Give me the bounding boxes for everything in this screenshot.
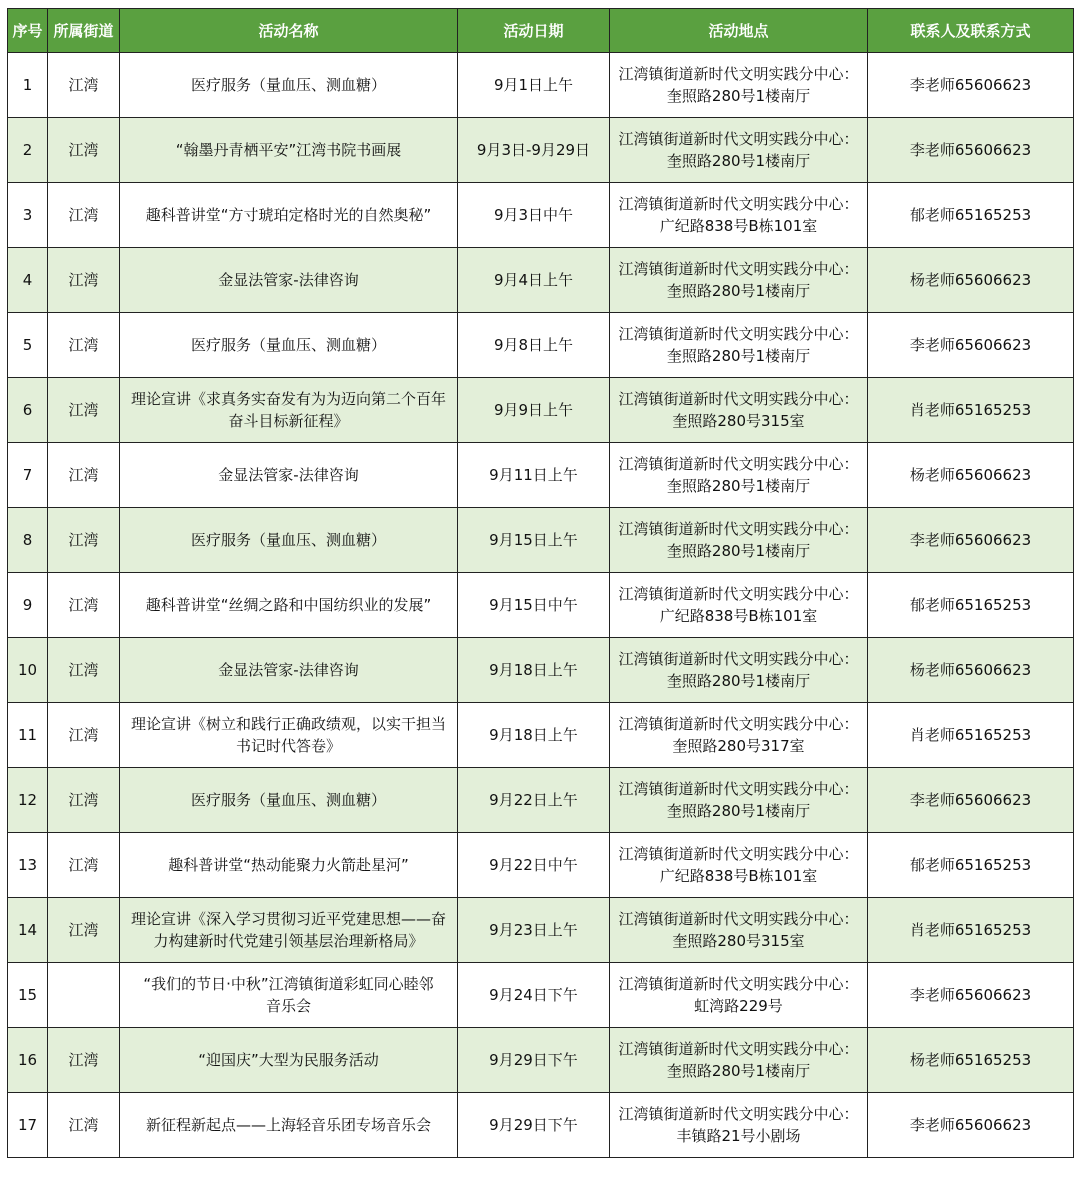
cell-activity-name-line: 医疗服务（量血压、测血糖） — [190, 531, 386, 549]
cell-location-line: 江湾镇街道新时代文明实践分中心： — [618, 520, 859, 538]
table-row — [8, 118, 1074, 183]
cell-street: 江湾 — [48, 1028, 120, 1093]
header-contact: 联系人及联系方式 — [868, 9, 1074, 53]
activity-table — [7, 8, 1074, 1158]
cell-contact: 李老师65606623 — [868, 508, 1074, 573]
cell-contact: 李老师65606623 — [868, 963, 1074, 1028]
cell-location — [610, 1093, 868, 1158]
cell-location — [610, 768, 868, 833]
cell-activity-name — [120, 703, 458, 768]
cell-location-line: 丰镇路21号小剧场 — [676, 1127, 801, 1145]
cell-activity-name-line: 力构建新时代党建引领基层治理新格局》 — [153, 932, 424, 950]
cell-street: 江湾 — [48, 898, 120, 963]
cell-location-line: 江湾镇街道新时代文明实践分中心： — [618, 130, 859, 148]
table-row — [8, 638, 1074, 703]
cell-no: 3 — [8, 183, 48, 248]
cell-activity-name — [120, 1028, 458, 1093]
cell-activity-name-line: 金显法管家-法律咨询 — [218, 271, 359, 289]
cell-location-line: 奎照路280号1楼南厅 — [666, 152, 811, 170]
cell-date: 9月22日中午 — [458, 833, 610, 898]
cell-contact: 肖老师65165253 — [868, 703, 1074, 768]
cell-location — [610, 833, 868, 898]
cell-location — [610, 573, 868, 638]
cell-location-line: 奎照路280号1楼南厅 — [666, 802, 811, 820]
cell-location — [610, 378, 868, 443]
cell-contact: 杨老师65606623 — [868, 443, 1074, 508]
cell-no: 10 — [8, 638, 48, 703]
cell-location-line: 奎照路280号1楼南厅 — [666, 282, 811, 300]
cell-location-line: 虹湾路229号 — [694, 997, 783, 1015]
table-row — [8, 1093, 1074, 1158]
table-row — [8, 703, 1074, 768]
cell-contact: 郁老师65165253 — [868, 183, 1074, 248]
cell-activity-name-line: 趣科普讲堂“方寸琥珀定格时光的自然奥秘” — [145, 206, 432, 224]
table-row — [8, 508, 1074, 573]
cell-street: 江湾 — [48, 508, 120, 573]
cell-contact: 杨老师65606623 — [868, 248, 1074, 313]
header-location: 活动地点 — [610, 9, 868, 53]
header-no: 序号 — [8, 9, 48, 53]
cell-location-line: 江湾镇街道新时代文明实践分中心： — [618, 455, 859, 473]
cell-activity-name — [120, 183, 458, 248]
cell-activity-name-line: 书记时代答卷》 — [235, 737, 341, 755]
cell-location-line: 江湾镇街道新时代文明实践分中心： — [618, 585, 859, 603]
cell-location-line: 江湾镇街道新时代文明实践分中心： — [618, 975, 859, 993]
cell-location-line: 江湾镇街道新时代文明实践分中心： — [618, 260, 859, 278]
cell-location-line: 奎照路280号317室 — [672, 737, 805, 755]
cell-activity-name — [120, 898, 458, 963]
cell-street: 江湾 — [48, 703, 120, 768]
cell-no: 4 — [8, 248, 48, 313]
cell-activity-name-line: 趣科普讲堂“丝绸之路和中国纺织业的发展” — [145, 596, 432, 614]
cell-location-line: 江湾镇街道新时代文明实践分中心： — [618, 715, 859, 733]
cell-contact: 肖老师65165253 — [868, 898, 1074, 963]
cell-date: 9月4日上午 — [458, 248, 610, 313]
cell-activity-name — [120, 1093, 458, 1158]
cell-street: 江湾 — [48, 1093, 120, 1158]
header-activity-name: 活动名称 — [120, 9, 458, 53]
cell-location-line: 广纪路838号B栋101室 — [659, 217, 818, 235]
table-row — [8, 378, 1074, 443]
cell-date: 9月8日上午 — [458, 313, 610, 378]
cell-street: 江湾 — [48, 378, 120, 443]
cell-date: 9月3日中午 — [458, 183, 610, 248]
cell-no: 17 — [8, 1093, 48, 1158]
cell-contact: 郁老师65165253 — [868, 833, 1074, 898]
cell-location-line: 奎照路280号1楼南厅 — [666, 542, 811, 560]
cell-activity-name-line: 理论宣讲《求真务实奋发有为为迈向第二个百年 — [130, 390, 446, 408]
cell-location-line: 奎照路280号315室 — [672, 412, 805, 430]
cell-activity-name — [120, 118, 458, 183]
table-body — [8, 53, 1074, 1158]
cell-location — [610, 1028, 868, 1093]
cell-no: 11 — [8, 703, 48, 768]
cell-activity-name-line: 医疗服务（量血压、测血糖） — [190, 791, 386, 809]
cell-date: 9月15日上午 — [458, 508, 610, 573]
cell-contact: 肖老师65165253 — [868, 378, 1074, 443]
cell-activity-name — [120, 833, 458, 898]
table-row — [8, 768, 1074, 833]
cell-no: 14 — [8, 898, 48, 963]
cell-contact: 李老师65606623 — [868, 118, 1074, 183]
cell-street: 江湾 — [48, 638, 120, 703]
cell-location — [610, 508, 868, 573]
cell-location — [610, 118, 868, 183]
cell-street: 江湾 — [48, 118, 120, 183]
cell-activity-name — [120, 443, 458, 508]
cell-location — [610, 963, 868, 1028]
table-row — [8, 1028, 1074, 1093]
cell-location-line: 江湾镇街道新时代文明实践分中心： — [618, 1105, 859, 1123]
cell-date: 9月24日下午 — [458, 963, 610, 1028]
cell-contact: 郁老师65165253 — [868, 573, 1074, 638]
table-row — [8, 443, 1074, 508]
cell-activity-name-line: 医疗服务（量血压、测血糖） — [190, 76, 386, 94]
cell-street: 江湾 — [48, 53, 120, 118]
cell-location — [610, 638, 868, 703]
cell-date: 9月18日上午 — [458, 703, 610, 768]
cell-activity-name — [120, 248, 458, 313]
cell-location-line: 奎照路280号1楼南厅 — [666, 477, 811, 495]
cell-activity-name — [120, 378, 458, 443]
cell-street: 江湾 — [48, 443, 120, 508]
table-row — [8, 53, 1074, 118]
cell-location — [610, 183, 868, 248]
cell-location — [610, 248, 868, 313]
cell-contact: 李老师65606623 — [868, 313, 1074, 378]
cell-no: 13 — [8, 833, 48, 898]
cell-location — [610, 443, 868, 508]
table-row — [8, 573, 1074, 638]
cell-no: 15 — [8, 963, 48, 1028]
cell-no: 9 — [8, 573, 48, 638]
cell-location-line: 江湾镇街道新时代文明实践分中心： — [618, 650, 859, 668]
cell-no: 6 — [8, 378, 48, 443]
cell-no: 16 — [8, 1028, 48, 1093]
cell-activity-name — [120, 638, 458, 703]
cell-location-line: 奎照路280号1楼南厅 — [666, 87, 811, 105]
cell-location-line: 奎照路280号1楼南厅 — [666, 672, 811, 690]
cell-no: 1 — [8, 53, 48, 118]
cell-date: 9月23日上午 — [458, 898, 610, 963]
cell-location-line: 江湾镇街道新时代文明实践分中心： — [618, 195, 859, 213]
cell-location-line: 奎照路280号1楼南厅 — [666, 1062, 811, 1080]
cell-contact: 杨老师65165253 — [868, 1028, 1074, 1093]
cell-activity-name-line: “我们的节日·中秋”江湾镇街道彩虹同心睦邻 — [143, 975, 434, 993]
cell-street: 江湾 — [48, 248, 120, 313]
cell-location-line: 江湾镇街道新时代文明实践分中心： — [618, 1040, 859, 1058]
table-row — [8, 963, 1074, 1028]
cell-date: 9月1日上午 — [458, 53, 610, 118]
cell-date: 9月9日上午 — [458, 378, 610, 443]
cell-activity-name — [120, 573, 458, 638]
table-row — [8, 833, 1074, 898]
cell-activity-name-line: 医疗服务（量血压、测血糖） — [190, 336, 386, 354]
cell-no: 5 — [8, 313, 48, 378]
cell-contact: 李老师65606623 — [868, 768, 1074, 833]
cell-activity-name-line: 新征程新起点——上海轻音乐团专场音乐会 — [145, 1116, 431, 1134]
header-date: 活动日期 — [458, 9, 610, 53]
cell-street: 江湾 — [48, 833, 120, 898]
cell-activity-name-line: 音乐会 — [265, 997, 311, 1015]
cell-location — [610, 313, 868, 378]
header-street: 所属街道 — [48, 9, 120, 53]
cell-street: 江湾 — [48, 313, 120, 378]
table-row — [8, 183, 1074, 248]
cell-no: 12 — [8, 768, 48, 833]
cell-location-line: 广纪路838号B栋101室 — [659, 867, 818, 885]
cell-location-line: 江湾镇街道新时代文明实践分中心： — [618, 845, 859, 863]
cell-location-line: 江湾镇街道新时代文明实践分中心： — [618, 780, 859, 798]
cell-contact: 杨老师65606623 — [868, 638, 1074, 703]
cell-location-line: 江湾镇街道新时代文明实践分中心： — [618, 390, 859, 408]
cell-activity-name-line: 理论宣讲《树立和践行正确政绩观，以实干担当 — [130, 715, 446, 733]
cell-street: 江湾 — [48, 768, 120, 833]
cell-activity-name-line: “翰墨丹青栖平安”江湾书院书画展 — [175, 141, 402, 159]
cell-location-line: 广纪路838号B栋101室 — [659, 607, 818, 625]
cell-no: 7 — [8, 443, 48, 508]
cell-street — [48, 963, 120, 1028]
cell-date: 9月3日-9月29日 — [458, 118, 610, 183]
cell-location — [610, 703, 868, 768]
activity-schedule — [7, 8, 1073, 1158]
cell-activity-name-line: “迎国庆”大型为民服务活动 — [198, 1051, 379, 1069]
cell-location-line: 江湾镇街道新时代文明实践分中心： — [618, 325, 859, 343]
cell-location-line: 奎照路280号315室 — [672, 932, 805, 950]
cell-no: 8 — [8, 508, 48, 573]
cell-contact: 李老师65606623 — [868, 1093, 1074, 1158]
cell-no: 2 — [8, 118, 48, 183]
cell-street: 江湾 — [48, 183, 120, 248]
cell-activity-name-line: 奋斗目标新征程》 — [228, 412, 349, 430]
cell-activity-name — [120, 313, 458, 378]
cell-date: 9月15日中午 — [458, 573, 610, 638]
cell-location — [610, 53, 868, 118]
table-row — [8, 313, 1074, 378]
cell-date: 9月29日下午 — [458, 1028, 610, 1093]
cell-location-line: 奎照路280号1楼南厅 — [666, 347, 811, 365]
cell-date: 9月29日下午 — [458, 1093, 610, 1158]
cell-activity-name-line: 金显法管家-法律咨询 — [218, 466, 359, 484]
cell-date: 9月11日上午 — [458, 443, 610, 508]
cell-activity-name — [120, 768, 458, 833]
table-header-row — [8, 9, 1074, 53]
cell-date: 9月18日上午 — [458, 638, 610, 703]
cell-activity-name — [120, 53, 458, 118]
cell-location — [610, 898, 868, 963]
table-row — [8, 248, 1074, 313]
cell-location-line: 江湾镇街道新时代文明实践分中心： — [618, 65, 859, 83]
cell-activity-name — [120, 963, 458, 1028]
cell-contact: 李老师65606623 — [868, 53, 1074, 118]
table-row — [8, 898, 1074, 963]
cell-street: 江湾 — [48, 573, 120, 638]
cell-activity-name-line: 金显法管家-法律咨询 — [218, 661, 359, 679]
cell-activity-name — [120, 508, 458, 573]
cell-activity-name-line: 趣科普讲堂“热动能聚力火箭赴星河” — [168, 856, 409, 874]
cell-date: 9月22日上午 — [458, 768, 610, 833]
cell-activity-name-line: 理论宣讲《深入学习贯彻习近平党建思想——奋 — [130, 910, 446, 928]
cell-location-line: 江湾镇街道新时代文明实践分中心： — [618, 910, 859, 928]
